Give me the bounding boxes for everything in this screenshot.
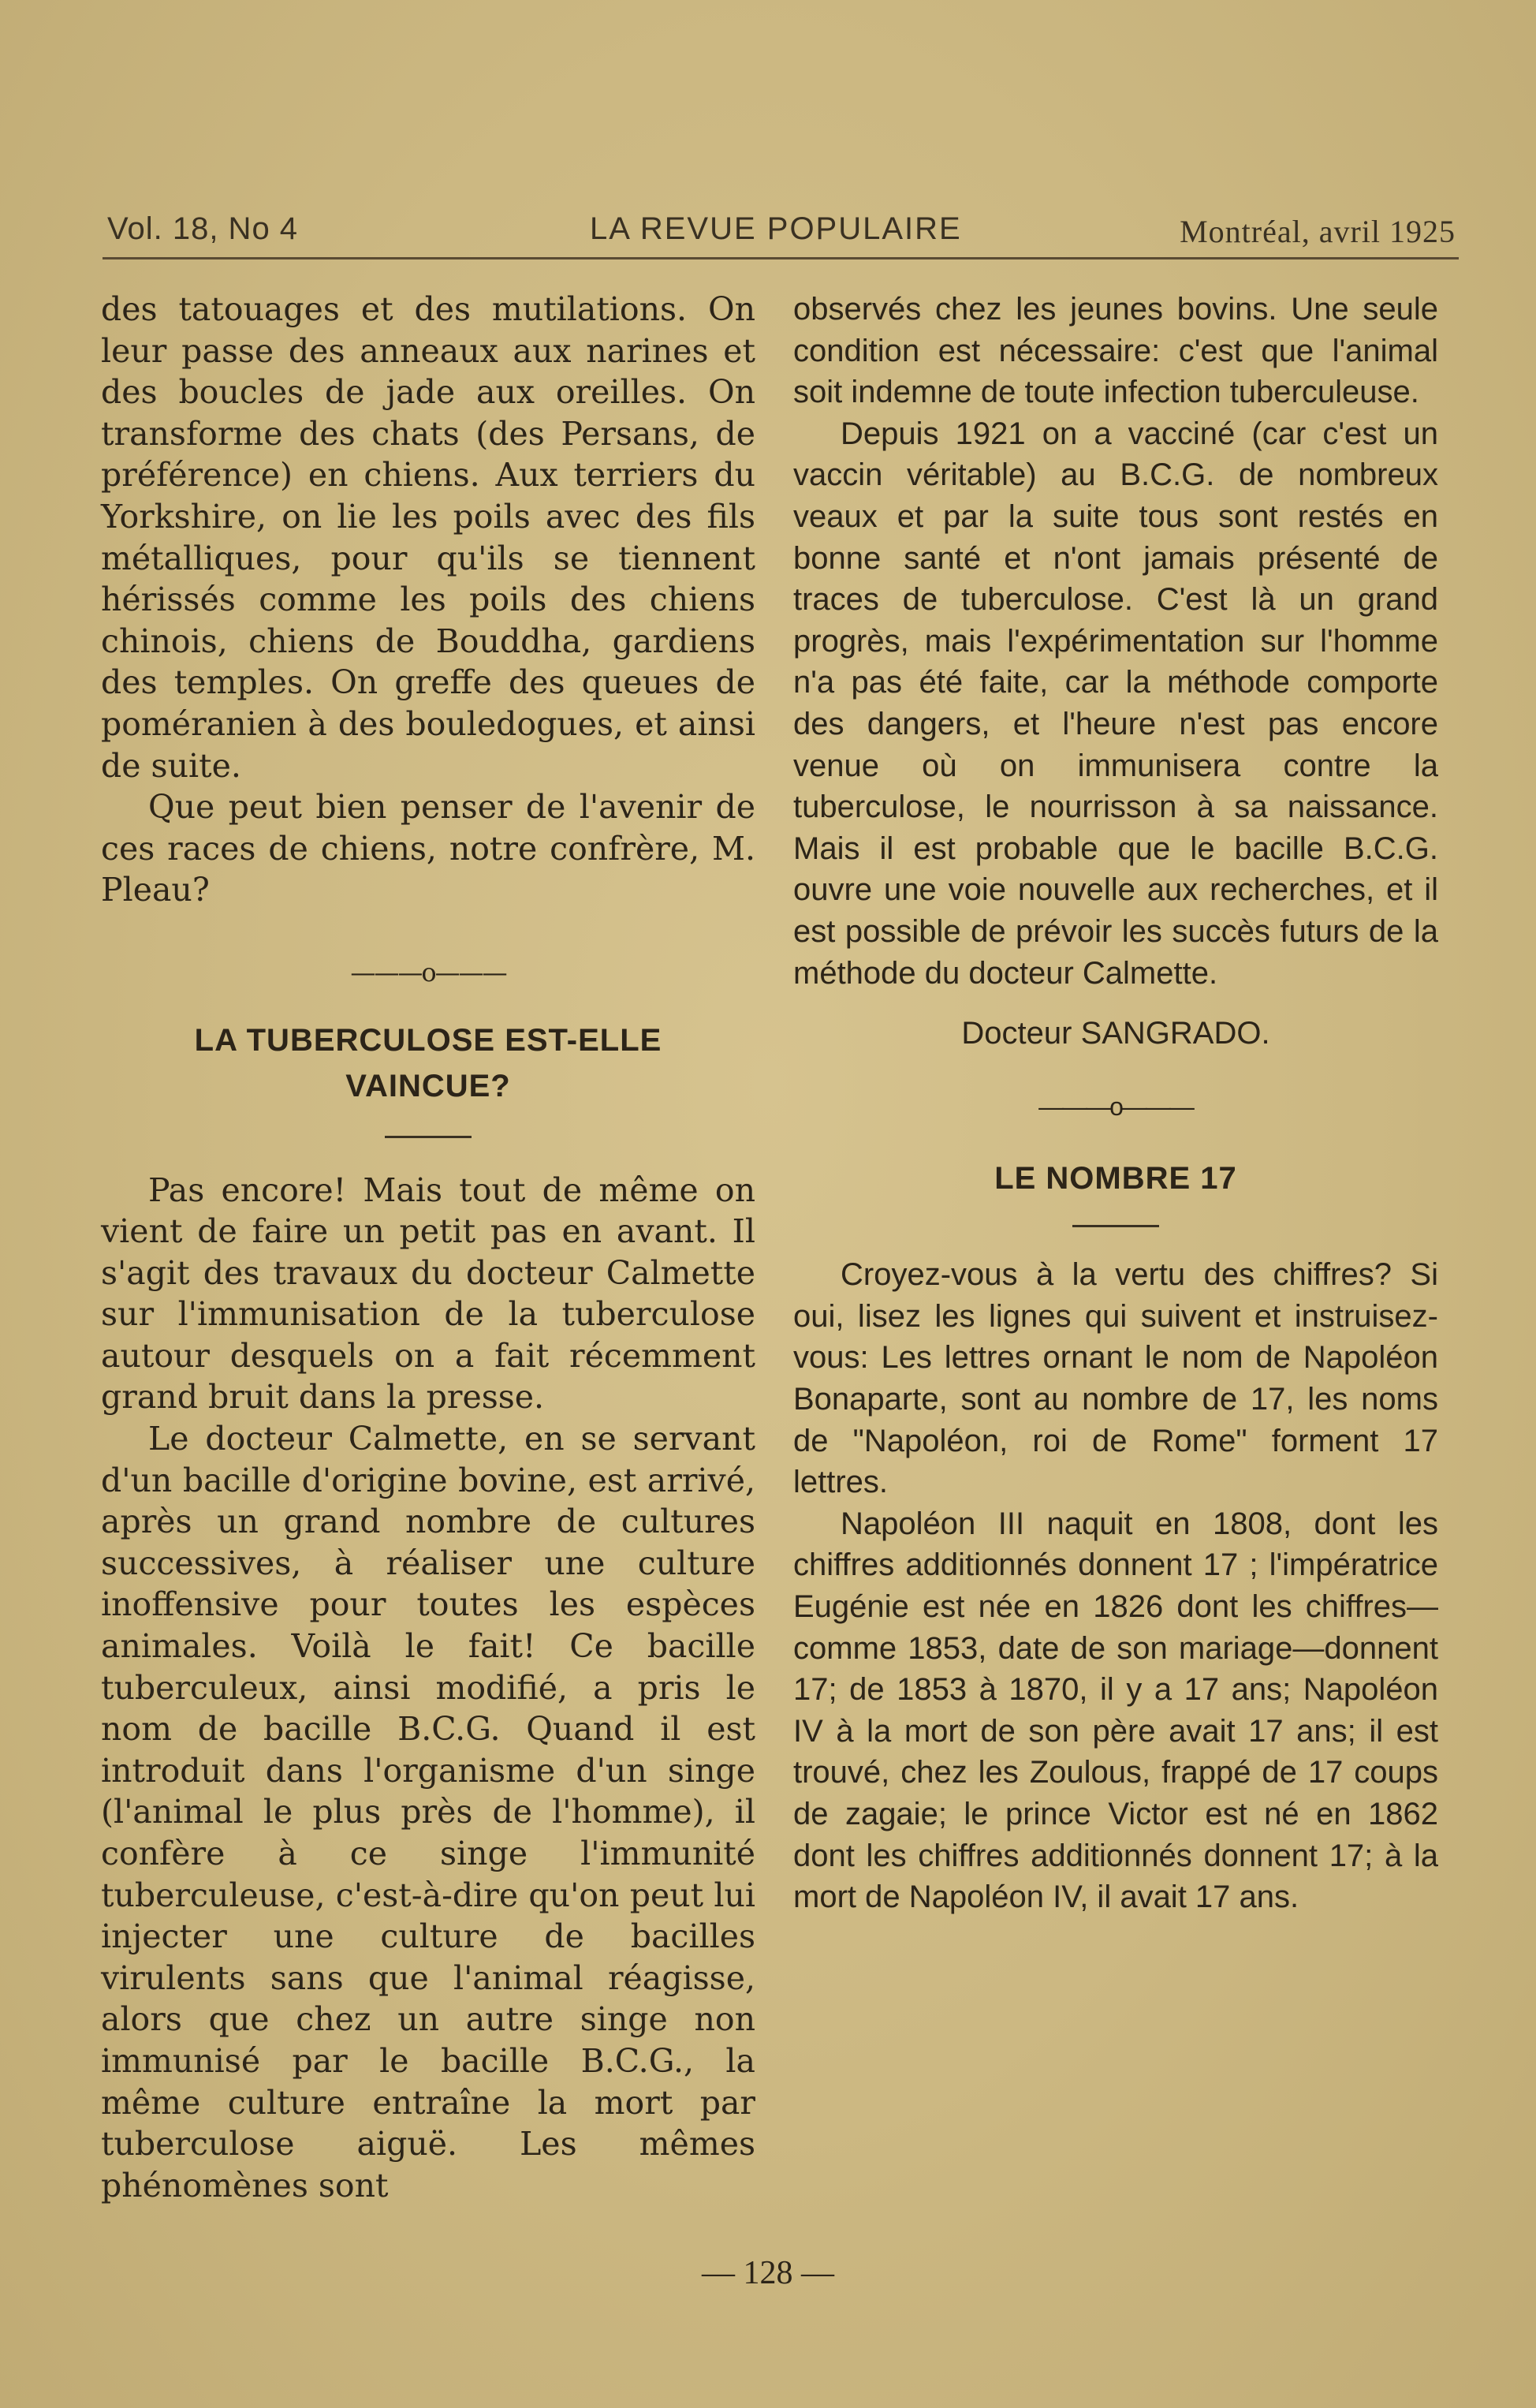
paragraph: des tatouages et des mutilations. On leur passe des anneaux aux narines et des boucles de jade aux oreilles. On transforme des chats (des Persans, de préférence) en chiens. Aux terriers du Yorkshire, on lie les poils avec des fils métalliques, pour qu'ils se tiennent hérissés comme les poils des chiens chinois, chiens de Bouddha, gardiens des temples. On greffe des queues de poméranien à des bouledogues, et ainsi de suite.: [101, 290, 755, 785]
article-heading-line: LA TUBERCULOSE EST-ELLE: [194, 1022, 662, 1058]
place-date: Montréal, avril 1925: [1180, 214, 1456, 249]
paragraph: Le docteur Calmette, en se servant d'un bacille d'origine bovine, est arrivé, après un grand nombre de cultures successives, à réaliser une culture inoffensive pour toutes les espèces animales. Voilà le fait! Ce bacille tuberculeux, ainsi modifié, a pris le nom de bacille B.C.G. Quand il est introduit dans l'organisme d'un singe (l'animal le plus près de l'homme), il confère à ce singe l'immunité tuberculeuse, c'est-à-dire qu'on peut lui injecter une culture de bacilles virulents sans que l'animal réagisse, alors que chez un autre singe non immunisé par le bacille B.C.G., la même culture entraîne la mort par tuberculose aiguë. Les mêmes phénomènes sont: [101, 1420, 755, 2205]
header-rule: [103, 257, 1459, 259]
publication-title: LA REVUE POPULAIRE: [590, 211, 962, 246]
paragraph: Que peut bien penser de l'avenir de ces races de chiens, notre confrère, M. Pleau?: [101, 788, 755, 909]
left-column: [101, 289, 755, 2206]
right-column: [793, 289, 1438, 1918]
page-number: — 128 —: [702, 2255, 834, 2291]
article-heading: LE NOMBRE 17: [994, 1161, 1237, 1197]
section-separator: ———o———: [350, 957, 506, 987]
article-heading-line: VAINCUE?: [345, 1068, 511, 1103]
paragraph: Croyez-vous à la vertu des chiffres? Si oui, lisez les lignes qui suivent et instruisez-vous: Les lettres ornant le nom de Napoléon Bonaparte, sont au nombre de 17, les noms de "Napoléon, roi de Rome" forment 17 lettres.: [793, 1257, 1438, 1500]
paragraph: Napoléon III naquit en 1808, dont les chiffres additionnés donnent 17 ; l'impératrice Eugénie est née en 1826 dont les chiffres—comme 1853, date de son mariage—donnent 17; de 1853 à 1870, il y a 17 ans; Napoléon IV à la mort de son père avait 17 ans; il est trouvé, chez les Zoulous, frappé de 17 coups de zagaie; le prince Victor est né en 1862 dont les chiffres additionnés donnent 17; à la mort de Napoléon IV, il avait 17 ans.: [793, 1506, 1438, 1915]
volume-number: Vol. 18, No 4: [107, 211, 299, 246]
section-separator: ———o———: [1038, 1092, 1193, 1121]
signature: Docteur SANGRADO.: [961, 1016, 1270, 1051]
paragraph: Depuis 1921 on a vacciné (car c'est un vaccin véritable) au B.C.G. de nombreux veaux et par la suite tous sont restés en bonne santé et n'ont jamais présenté de traces de tuberculose. C'est là un grand progrès, mais l'expérimentation sur l'homme n'a pas été faite, car la méthode comporte des dangers, et l'heure n'est pas encore venue où on immunisera contre la tuberculose, le nourrisson à sa naissance. Mais il est probable que le bacille B.C.G. ouvre une voie nouvelle aux recherches, et il est possible de prévoir les succès futurs de la méthode du docteur Calmette.: [793, 416, 1438, 991]
paragraph: Pas encore! Mais tout de même on vient de faire un petit pas en avant. Il s'agit des travaux du docteur Calmette sur l'immunisation de la tuberculose autour desquels on a fait récemment grand bruit dans la presse.: [101, 1170, 755, 1417]
running-header: [99, 207, 1456, 254]
paragraph: observés chez les jeunes bovins. Une seule condition est nécessaire: c'est que l'animal soit indemne de toute infection tuberculeuse.: [793, 292, 1438, 410]
